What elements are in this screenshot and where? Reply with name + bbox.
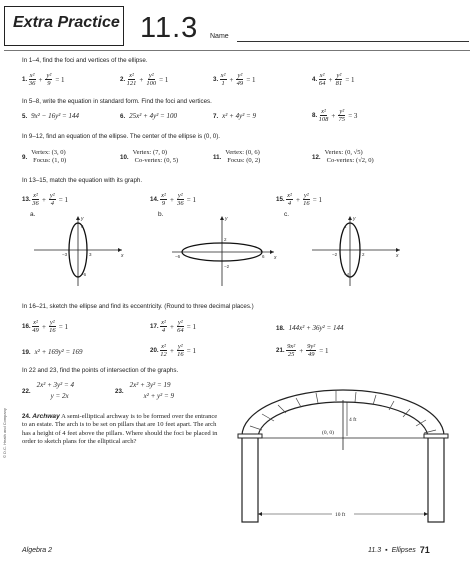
problem-24 (22, 413, 222, 447)
fraction-a: $\frac{\text{x²}}{64}$ (318, 72, 326, 87)
problem-5 (22, 112, 79, 120)
graphs-area (22, 212, 402, 288)
worksheet-title: Extra Practice (13, 14, 120, 31)
given-line-1: Vertex: (3, 0) (31, 149, 66, 156)
footer-topic: Ellipses (391, 546, 416, 554)
problem-number: 17. (150, 323, 159, 330)
problem-9 (22, 149, 66, 165)
problem-8: 8. $\frac{\text{x²}}{108}$ + $\frac{\text{y²}}{75}$ = 3 (312, 108, 358, 123)
fraction-a: $\frac{\text{x²}}{4}$ (287, 192, 292, 207)
graph-c-x-label: x (396, 253, 399, 259)
left-pillar (242, 436, 258, 522)
graph-b-y-label: y (225, 216, 228, 222)
fraction-a: $\frac{\text{x²}}{121}$ (126, 72, 137, 87)
problem-number: 16. (22, 323, 31, 330)
problem-number: 11. (213, 153, 222, 161)
equation-text: x² + 169y² = 169 (34, 348, 83, 356)
graph-c-x-arrow (396, 248, 400, 252)
fraction-a: $\frac{\text{9x²}}{25}$ (287, 343, 296, 358)
instructions-1-4: In 1–4, find the foci and vertices of the ellipse. (22, 57, 148, 64)
problem-number: 2. (120, 76, 126, 83)
problem-18 (276, 324, 343, 332)
fraction-a: $\frac{\text{x²}}{9}$ (161, 192, 166, 207)
fraction-b: $\frac{\text{y²}}{36}$ (177, 192, 184, 207)
graph-b-x-arrow (270, 250, 274, 254)
equation-text: 9x² − 16y² = 144 (31, 112, 80, 120)
graph-c-y-top: 4 (344, 224, 347, 229)
fraction-b: $\frac{\text{y²}}{75}$ (338, 108, 346, 123)
graph-a-y-bottom: −6 (81, 272, 87, 277)
problem-number: 1. (22, 76, 28, 83)
fraction-b: $\frac{\text{y²}}{49}$ (236, 72, 244, 87)
problem-11 (213, 149, 260, 165)
problem-number: 7. (213, 112, 219, 120)
fraction-b: $\frac{\text{y²}}{9}$ (46, 72, 52, 87)
equation-text: 25x² + 4y² = 100 (129, 112, 178, 120)
problem-number: 3. (213, 76, 219, 83)
problem-number: 14. (150, 196, 159, 203)
problem-number: 21. (276, 347, 285, 354)
equation-text: 144x² + 36y² = 144 (288, 324, 344, 332)
problem-number: 18. (276, 324, 285, 332)
problem-3: 3. $\frac{\text{x²}}{1}$ + $\frac{\text{y²}}{49}$ = 1 (213, 72, 256, 87)
fraction-b: $\frac{\text{9y²}}{49}$ (307, 343, 316, 358)
graph-a-x-left: −3 (62, 252, 68, 257)
problem-21: 21. $\frac{\text{9x²}}{25}$ + $\frac{\text{9y²}}{49}$ = 1 (276, 343, 329, 358)
left-pillar-cap (238, 434, 262, 438)
graph-b (172, 216, 277, 286)
problem-23 (115, 380, 174, 402)
problem-number: 13. (22, 196, 31, 203)
graph-b-x-left: −6 (175, 254, 181, 259)
graph-a-x-arrow (118, 248, 122, 252)
problem-17: 17. $\frac{\text{x²}}{4}$ + $\frac{\text{y²}}{64}$ = 1 (150, 319, 196, 334)
problem-24-number: 24. (22, 413, 31, 420)
graph-b-y-top: 2 (224, 237, 227, 242)
given-line-1: Vertex: (7, 0) (132, 149, 168, 156)
fraction-b: $\frac{\text{y²}}{64}$ (177, 319, 184, 334)
problem-1: 1. $\frac{\text{x²}}{36}$ + $\frac{\text{y²}}{9}$ = 1 (22, 72, 65, 87)
fraction-b: $\frac{\text{y²}}{81}$ (335, 72, 343, 87)
graph-b-x-right: 6 (262, 254, 265, 259)
graph-b-y-bottom: −2 (224, 264, 230, 269)
problem-14: 14. $\frac{\text{x²}}{9}$ + $\frac{\text{y²}}{36}$ = 1 (150, 192, 196, 207)
problem-number: 6. (120, 112, 126, 120)
given-line-2: Co-vertex: (√2, 0) (326, 157, 374, 164)
graph-c-y-bottom: −4 (344, 272, 350, 277)
fraction-b: $\frac{\text{y²}}{100}$ (146, 72, 157, 87)
graph-c (312, 216, 400, 286)
problem-4: 4. $\frac{\text{x²}}{64}$ + $\frac{\text{y²}}{81}$ = 1 (312, 72, 355, 87)
problem-12 (312, 149, 374, 165)
graph-a-x-label: x (121, 253, 124, 259)
graph-label-b: b. (158, 211, 164, 218)
fraction-b: $\frac{\text{y²}}{16}$ (49, 319, 56, 334)
right-pillar (428, 436, 444, 522)
given-line-1: Vertex: (0, √5) (324, 149, 363, 156)
height-label: 4 ft (349, 417, 357, 423)
problem-19 (22, 348, 82, 356)
problem-number: 8. (312, 112, 318, 119)
fraction-a: $\frac{\text{x²}}{1}$ (220, 72, 226, 87)
graph-label-c: c. (284, 211, 290, 218)
instructions-16-21: In 16–21, sketch the ellipse and find its eccentricity. (Round to three decimal places.) (22, 303, 254, 310)
graph-b-y-arrow (220, 216, 224, 220)
given-line-2: Focus: (0, 2) (227, 157, 261, 164)
fraction-a: $\frac{\text{x²}}{49}$ (32, 319, 39, 334)
archway-diagram (228, 388, 458, 523)
graph-c-y-arrow (348, 216, 352, 220)
footer-course: Algebra 2 (22, 547, 52, 554)
instructions-9-12: In 9–12, find an equation of the ellipse. The center of the ellipse is (0, 0). (22, 133, 221, 140)
instructions-22-23: In 22 and 23, find the points of intersection of the graphs. (22, 367, 179, 374)
copyright-note: © D.C. Heath and Company (2, 408, 7, 458)
problem-24-title: Archway (32, 413, 60, 420)
footer-section: 11.3 (368, 546, 382, 554)
footer-bullet: ▪ (385, 546, 388, 554)
problem-number: 19. (22, 348, 31, 356)
fraction-a: $\frac{\text{x²}}{12}$ (160, 343, 167, 358)
fraction-b: $\frac{\text{y²}}{4}$ (49, 192, 55, 207)
width-label: 10 ft (335, 512, 346, 518)
name-label: Name (210, 33, 229, 40)
fraction-b: $\frac{\text{y²}}{16}$ (177, 343, 184, 358)
section-number: 11.3 (140, 12, 199, 44)
problem-number: 12. (312, 153, 321, 161)
system-equation-2: x² + y² = 9 (143, 392, 174, 400)
problem-number: 22. (22, 387, 31, 395)
problem-number: 15. (276, 196, 285, 203)
right-pillar-cap (424, 434, 448, 438)
graph-c-y-label: y (353, 216, 356, 222)
problem-number: 4. (312, 76, 318, 83)
problem-7 (213, 112, 256, 120)
given-line-2: Focus: (1, 0) (33, 157, 67, 164)
graph-b-x-label: x (274, 255, 277, 261)
problem-2: 2. $\frac{\text{x²}}{121}$ + $\frac{\text{y²}}{100}$ = 1 (120, 72, 169, 87)
fraction-a: $\frac{\text{x²}}{108}$ (318, 108, 329, 123)
problem-24-text: A semi-elliptical archway is to be formed over the entrance to an estate. The arch is to be set on pillars that are 10 feet apart. The arch has a height of 4 feet above the pillars. Where should the foci be placed in order to sketch plans for the elliptical arch? (22, 413, 218, 446)
problem-15: 15. $\frac{\text{x²}}{4}$ + $\frac{\text{y²}}{16}$ = 1 (276, 192, 322, 207)
given-line-2: Co-vertex: (0, 5) (134, 157, 179, 164)
fraction-a: $\frac{\text{x²}}{4}$ (161, 319, 166, 334)
origin-label: (0, 0) (322, 430, 334, 436)
system-equation-2: y = 2x (50, 392, 69, 400)
problem-20: 20. $\frac{\text{x²}}{12}$ + $\frac{\text{y²}}{16}$ = 1 (150, 343, 196, 358)
graph-label-a: a. (30, 211, 36, 218)
problem-10 (120, 149, 178, 165)
problem-number: 23. (115, 387, 124, 395)
width-arrow-right (424, 512, 428, 516)
graph-c-x-left: −2 (332, 252, 338, 257)
graph-a (34, 216, 124, 286)
fraction-b: $\frac{\text{y²}}{16}$ (303, 192, 310, 207)
problem-number: 10. (120, 153, 129, 161)
graph-c-x-right: 2 (362, 252, 365, 257)
graph-a-x-right: 3 (89, 252, 92, 257)
graph-a-y-label: y (81, 216, 84, 222)
problem-22 (22, 380, 74, 402)
instructions-13-15: In 13–15, match the equation with its graph. (22, 177, 143, 184)
instructions-5-8: In 5–8, write the equation in standard form. Find the foci and vertices. (22, 98, 212, 105)
system-equation-1: 2x² + 3y² = 4 (36, 381, 74, 389)
footer-page-number: 71 (419, 545, 430, 555)
graph-a-y-arrow (76, 216, 80, 220)
problem-number: 9. (22, 153, 28, 161)
given-line-1: Vertex: (0, 6) (225, 149, 260, 156)
problem-13: 13. $\frac{\text{x²}}{36}$ + $\frac{\text{y²}}{4}$ = 1 (22, 192, 68, 207)
name-blank-line (237, 41, 469, 42)
fraction-a: $\frac{\text{x²}}{36}$ (32, 192, 39, 207)
problem-6 (120, 112, 177, 120)
problem-number: 20. (150, 347, 159, 354)
fraction-a: $\frac{\text{x²}}{36}$ (28, 72, 36, 87)
system-equation-1: 2x² + 3y² = 19 (129, 381, 171, 389)
width-arrow-left (258, 512, 262, 516)
problem-16: 16. $\frac{\text{x²}}{49}$ + $\frac{\text{y²}}{16}$ = 1 (22, 319, 68, 334)
equation-text: x² + 4y² = 9 (222, 112, 257, 120)
footer-page-info (368, 545, 430, 555)
header-rule (4, 50, 470, 51)
problem-number: 5. (22, 112, 28, 120)
graph-a-y-top: 6 (81, 224, 84, 229)
